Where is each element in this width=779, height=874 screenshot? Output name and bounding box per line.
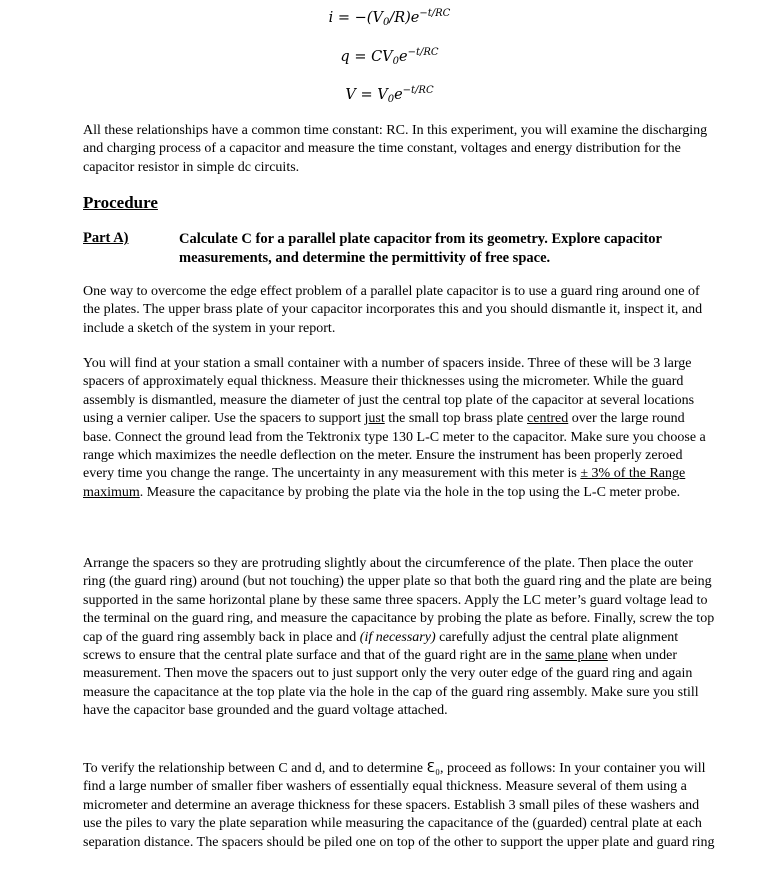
paragraph-washers: To verify the relationship between C and d, and to determine ℇ₀, proceed as follows: In your container you will find a large number of smaller fiber washers of essentially equal thickness. Measure several of them using a micrometer and determine an average thickness for these spacers. Establish 3 small piles of these washers and use the piles to vary the plate separation while measuring the capacitance of the (guarded) central plate at each separation distance. The spacers should be piled one on top of the other to support the upper plate and guard ring (83, 761, 715, 850)
part-a-label: Part A) (83, 230, 129, 246)
intro-paragraph: All these relationships have a common time constant: RC. In this experiment, you will examine the discharging and charging process of a capacitor and measure the time constant, voltages and energy distribution for the capacitor resistor in simple dc circuits. (83, 123, 708, 175)
equation-charge: $q = CV_0e^{-t/RC}$ (340, 47, 439, 67)
procedure-heading: Procedure (83, 193, 158, 212)
paragraph-guard-ring: One way to overcome the edge effect problem of a parallel plate capacitor is to use a guard ring around one of the plates. The upper brass plate of your capacitor incorporates this and you should dismantle it, inspect it, and include a sketch of the system in your report. (83, 284, 703, 336)
paragraph-guard-measurement: Arrange the spacers so they are protruding slightly about the circumference of the plate. Then place the outer ring (the guard ring) around (but not touching) the upper plate so that both the guard ring and the plate are being supported in the same horizontal plane by these same three spacers. Apply the LC meter’s guard voltage lead to the terminal on the guard ring, and measure the capacitance by probing the plate as before. Finally, screw the top cap of the guard ring assembly back in place and (if necessary) carefully adjust the central plate alignment screws to ensure that the central plate surface and that of the guard right are in the same plane when under measurement. Then move the spacers out to just support only the very outer edge of the guard ring and again measure the capacitance at the top plate via the hole in the cap of the guard ring assembly. Make sure you still have the capacitor base grounded and the guard voltage attached. (83, 556, 715, 719)
equation-current: $i = -(V_0/R)e^{-t/RC}$ (328, 8, 451, 28)
paragraph-spacers: You will find at your station a small container with a number of spacers inside. Three of these will be 3 large spacers of approximately equal thickness. Measure their thicknesses using the micrometer. While the guard assembly is dismantled, measure the diameter of just the central top plate of the capacitor at several locations using a vernier caliper. Use the spacers to support just the small top brass plate centred over the large round base. Connect the ground lead from the Tektronix type 130 L-C meter to the capacitor. Make sure you choose a range which maximizes the needle deflection on the meter. Ensure the instrument has been properly zeroed every time you change the range. The uncertainty in any measurement with this meter is ± 3% of the Range maximum. Measure the capacitance by probing the plate via the hole in the top using the L-C meter probe. (83, 356, 706, 500)
part-a-title: Calculate C for a parallel plate capacitor from its geometry. Explore capacitor measurements, and determine the permittivity of free space. (179, 231, 662, 266)
equation-voltage: $V = V_0e^{-t/RC}$ (345, 85, 434, 105)
